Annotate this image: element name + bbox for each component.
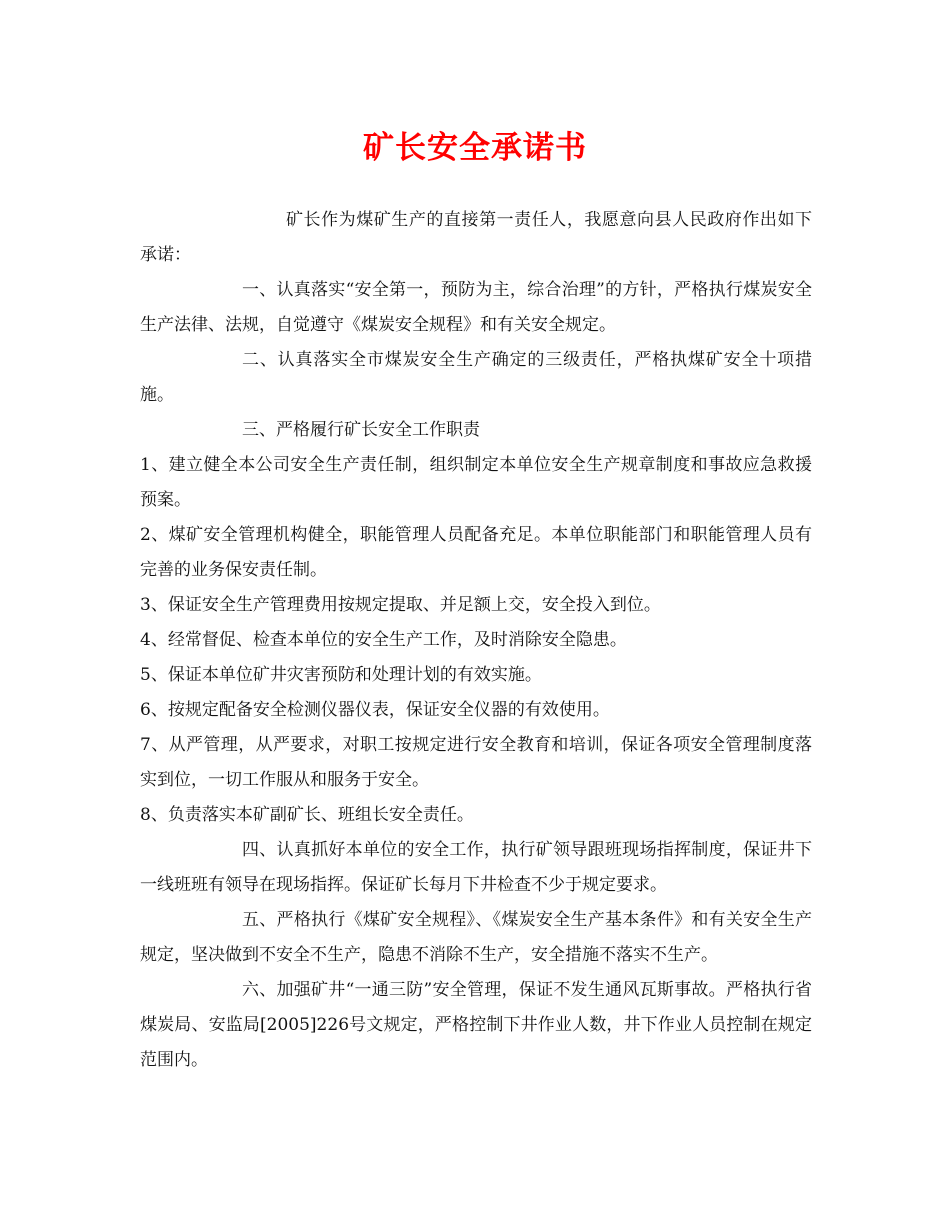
duty-item-1: 1、建立健全本公司安全生产责任制，组织制定本单位安全生产规章制度和事故应急救援预案。 — [140, 455, 812, 510]
commitment-4-paragraph: 四、认真抓好本单位的安全工作，执行矿领导跟班现场指挥制度，保证井下一线班班有领导在现场指挥。保证矿长每月下井检查不少于规定要求。 — [140, 840, 812, 895]
duty-item-5: 5、保证本单位矿井灾害预防和处理计划的有效实施。 — [140, 665, 542, 685]
duty-item-7: 7、从严管理，从严要求，对职工按规定进行安全教育和培训，保证各项安全管理制度落实到位，一切工作服从和服务于安全。 — [140, 735, 812, 790]
commitment-1-paragraph: 一、认真落实“安全第一，预防为主，综合治理”的方针，严格执行煤炭安全生产法律、法规，自觉遵守《煤炭安全规程》和有关安全规定。 — [140, 280, 812, 335]
intro-paragraph: 矿长作为煤矿生产的直接第一责任人，我愿意向县人民政府作出如下承诺： — [140, 210, 812, 265]
duty-item-2: 2、煤矿安全管理机构健全，职能管理人员配备充足。本单位职能部门和职能管理人员有完善的业务保安责任制。 — [140, 525, 812, 580]
document-title: 矿长安全承诺书 — [363, 130, 587, 166]
commitment-5-paragraph: 五、严格执行《煤矿安全规程》、《煤炭安全生产基本条件》和有关安全生产规定，坚决做到不安全不生产，隐患不消除不生产，安全措施不落实不生产。 — [140, 910, 812, 965]
commitment-2-paragraph: 二、认真落实全市煤炭安全生产确定的三级责任，严格执煤矿安全十项措施。 — [140, 350, 812, 405]
duty-item-6: 6、按规定配备安全检测仪器仪表，保证安全仪器的有效使用。 — [140, 700, 610, 720]
duty-item-8: 8、负责落实本矿副矿长、班组长安全责任。 — [140, 805, 474, 825]
duty-item-3: 3、保证安全生产管理费用按规定提取、并足额上交，安全投入到位。 — [140, 595, 661, 615]
commitment-6-paragraph: 六、加强矿井“一通三防”安全管理，保证不发生通风瓦斯事故。严格执行省煤炭局、安监局[2005]226号文规定，严格控制下井作业人数，井下作业人员控制在规定范围内。 — [140, 980, 812, 1070]
duty-item-4: 4、经常督促、检查本单位的安全生产工作，及时消除安全隐患。 — [140, 630, 627, 650]
commitment-3-heading: 三、严格履行矿长安全工作职责 — [242, 420, 480, 440]
document-body — [140, 203, 812, 1078]
